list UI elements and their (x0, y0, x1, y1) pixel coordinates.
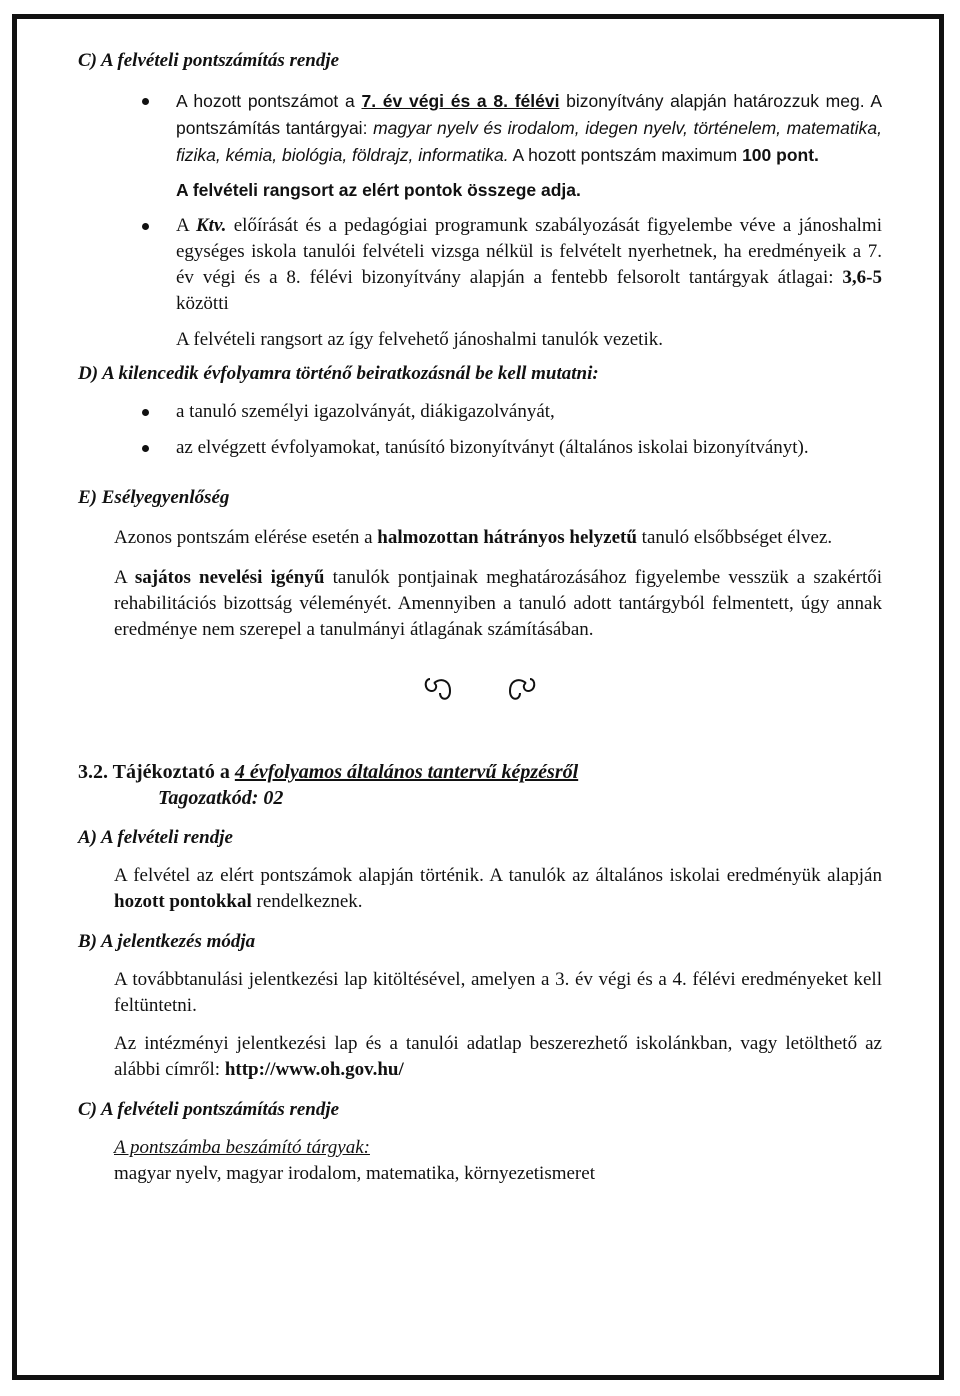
section-b-heading: B) A jelentkezés módja (78, 931, 256, 952)
ornament-divider (78, 671, 882, 711)
list-item (78, 88, 882, 203)
section-a-heading: A) A felvételi rendje (78, 827, 233, 848)
text-run: A (114, 567, 135, 588)
text-run: A (176, 215, 196, 236)
text-run: tanuló elsőbbséget élvez. (636, 527, 833, 548)
text-run: bizonyítvány alapján határozzuk meg. A pontszámítás tantárgyai: (176, 91, 883, 138)
section-d-list (78, 399, 882, 461)
url-text: http://www.oh.gov.hu/ (224, 1059, 404, 1080)
tagozat-code: Tagozatkód: 02 (158, 787, 284, 809)
text-run: közötti (176, 293, 229, 314)
text-run: tanulók pontjainak meghatározásához figyelembe vesszük a szakértői rehabilitációs bizottság véleményét. Amennyiben a tanuló adott tantárgyból felmentett, úgy annak eredménye nem szerepel a tanulmányi átlagának számításában. (114, 567, 882, 640)
list-item-text: a tanuló személyi igazolványát, diákigazolványát, (176, 401, 555, 422)
text-run: 3.2. Tájékoztató a (78, 761, 235, 783)
section-c-list (78, 88, 882, 353)
text-run: A hozott pontszámot a (176, 91, 362, 111)
text-run: 100 pont. (742, 145, 819, 165)
text-run: Az intézményi jelentkezési lap és a tanulói adatlap beszerezhető iskolánkban, vagy letölthető az alábbi címről: (114, 1033, 882, 1080)
section-c2-heading: C) A felvételi pontszámítás rendje (78, 1099, 340, 1120)
list-item (78, 213, 882, 353)
paragraph: A továbbtanulási jelentkezési lap kitöltésével, amelyen a 3. év végi és a 4. félévi eredményeket kell feltüntetni. (114, 969, 882, 1016)
text-run: 7. év végi és a 8. félévi (361, 91, 560, 111)
list-item-text (176, 215, 882, 314)
list-item (78, 435, 882, 461)
text-run: halmozottan hátrányos helyzetű (377, 527, 637, 548)
section-c-heading: C) A felvételi pontszámítás rendje (78, 50, 340, 71)
subject-list-label: A pontszámba beszámító tárgyak: (114, 1137, 370, 1158)
ranking-note: A felvételi rangsort az elért pontok összege adja. (176, 180, 581, 200)
section-e-heading: E) Esélyegyenlőség (78, 487, 230, 508)
text-run: 4 évfolyamos általános tantervű képzésről (234, 761, 579, 783)
ranking-note: A felvételi rangsort az így felvehető jánoshalmi tanulók vezetik. (176, 329, 663, 350)
text-run: A felvétel az elért pontszámok alapján történik. A tanulók az általános iskolai eredményük alapján (114, 865, 882, 886)
fleuron-icon (420, 671, 540, 707)
paragraph (78, 565, 882, 643)
paragraph (78, 863, 882, 915)
list-item-text: az elvégzett évfolyamokat, tanúsító bizonyítványt (általános iskolai bizonyítványt). (176, 437, 809, 458)
list-item (78, 399, 882, 425)
text-run: hozott pontokkal (114, 891, 252, 912)
text-run: 3,6-5 (842, 267, 882, 288)
subject-list: magyar nyelv, magyar irodalom, matematika, környezetismeret (114, 1163, 595, 1184)
text-run: sajátos nevelési igényű (134, 567, 325, 588)
text-run: A hozott pontszám maximum (508, 145, 743, 165)
paragraph (78, 525, 882, 551)
bullet-icon (142, 223, 149, 230)
document-body (78, 48, 882, 1187)
section-3-2-title (78, 759, 882, 785)
text-run: rendelkeznek. (251, 891, 363, 912)
bullet-icon (142, 98, 149, 105)
text-run: Azonos pontszám elérése esetén a (114, 527, 378, 548)
paragraph (78, 1031, 882, 1083)
text-run: előírását és a pedagógiai programunk szabályozását figyelembe véve a jánoshalmi egységes iskola tanulói felvételi vizsga nélkül is felvételt nyerhetnek, ha eredményeik a 7. év végi és a 8. félévi bizonyítvány alapján a fentebb felsorolt tantárgyak átlagai: (176, 215, 882, 288)
section-d-heading: D) A kilencedik évfolyamra történő beiratkozásnál be kell mutatni: (78, 363, 599, 384)
text-run: Ktv. (196, 215, 227, 236)
bullet-icon (142, 409, 149, 416)
text-run: magyar nyelv és irodalom, idegen nyelv, történelem, matematika, fizika, kémia, biológia, földrajz, informatika. (176, 118, 882, 165)
list-item-text (176, 91, 882, 165)
bullet-icon (142, 445, 149, 452)
